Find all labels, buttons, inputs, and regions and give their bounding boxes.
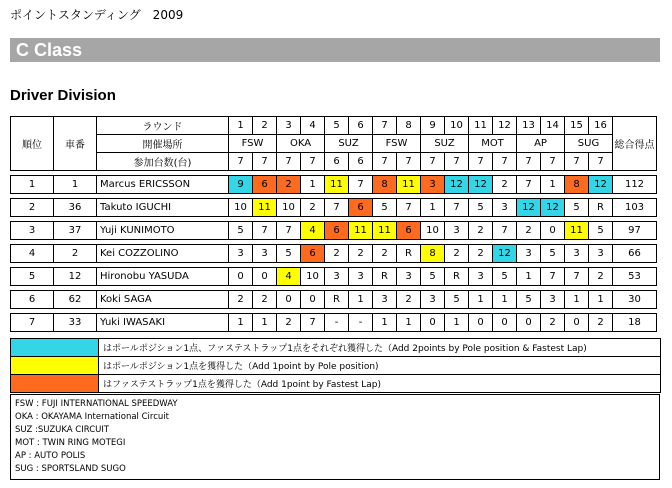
round-header-row (11, 117, 657, 135)
legend-row (11, 339, 661, 357)
round-points: 0 (421, 314, 445, 332)
round-points: 1 (349, 291, 373, 309)
round-points: 1 (253, 314, 277, 332)
round-points: 5 (589, 222, 613, 240)
round-points: 5 (373, 199, 397, 217)
round-points: 3 (517, 245, 541, 263)
entry-count: 7 (253, 153, 277, 171)
venue-abbreviation-line: FSW : FUJI INTERNATIONAL SPEEDWAY (15, 399, 178, 409)
round-points: 2 (517, 222, 541, 240)
venue-header-row (11, 135, 657, 153)
driver-row (11, 314, 657, 332)
driver-rank: 6 (11, 291, 54, 309)
driver-row (11, 199, 657, 217)
round-points: R (373, 268, 397, 286)
round-points: 3 (229, 245, 253, 263)
round-number: 14 (541, 117, 565, 135)
round-points: 2 (445, 245, 469, 263)
round-points: 11 (397, 176, 421, 194)
legend-table (10, 338, 661, 393)
round-number: 7 (373, 117, 397, 135)
round-points: 7 (445, 199, 469, 217)
round-number: 13 (517, 117, 541, 135)
standings-table (10, 116, 657, 332)
round-points: 2 (253, 291, 277, 309)
round-points: 7 (349, 176, 373, 194)
round-points: 2 (589, 314, 613, 332)
round-points: 11 (253, 199, 277, 217)
round-points: 2 (469, 222, 493, 240)
round-points: 5 (541, 245, 565, 263)
round-points: 1 (397, 314, 421, 332)
round-points: 4 (277, 268, 301, 286)
entry-count: 6 (349, 153, 373, 171)
round-points: 2 (325, 245, 349, 263)
venue-label: 開催場所 (97, 135, 229, 153)
entry-count: 7 (493, 153, 517, 171)
round-points: 2 (373, 245, 397, 263)
division-title: Driver Division (10, 87, 116, 104)
round-points: 10 (277, 199, 301, 217)
round-points: 12 (493, 245, 517, 263)
venue-name: SUZ (421, 135, 469, 153)
driver-name: Kei COZZOLINO (97, 245, 229, 263)
round-points: 1 (421, 199, 445, 217)
round-number: 12 (493, 117, 517, 135)
legend-color-swatch (11, 375, 99, 393)
rank-header: 順位 (11, 117, 54, 171)
legend-color-swatch (11, 357, 99, 375)
round-number: 10 (445, 117, 469, 135)
round-points: 1 (541, 176, 565, 194)
legend-description: はファステストラップ1点を獲得した（Add 1point by Fastest Lap) (99, 375, 661, 393)
round-points: 6 (325, 222, 349, 240)
round-points: 2 (541, 314, 565, 332)
venue-name: AP (517, 135, 565, 153)
round-points: 7 (517, 176, 541, 194)
driver-car-number: 12 (54, 268, 97, 286)
driver-name: Marcus ERICSSON (97, 176, 229, 194)
round-points: 4 (301, 222, 325, 240)
round-points: 10 (301, 268, 325, 286)
venue-abbreviations (10, 394, 660, 480)
round-points: 3 (421, 291, 445, 309)
round-points: 7 (253, 222, 277, 240)
venue-abbreviation-line: MOT : TWIN RING MOTEGI (15, 438, 126, 448)
round-number: 8 (397, 117, 421, 135)
venue-name: FSW (229, 135, 277, 153)
round-points: 6 (253, 176, 277, 194)
entry-count: 7 (565, 153, 589, 171)
entry-count: 7 (541, 153, 565, 171)
legend-color-swatch (11, 339, 99, 357)
round-points: 8 (421, 245, 445, 263)
round-points: 0 (541, 222, 565, 240)
driver-car-number: 62 (54, 291, 97, 309)
entry-count: 7 (589, 153, 613, 171)
round-points: 1 (229, 314, 253, 332)
venue-abbreviation-line: SUZ :SUZUKA CIRCUIT (15, 425, 110, 435)
entry-count: 6 (325, 153, 349, 171)
round-number: 11 (469, 117, 493, 135)
round-points: 0 (277, 291, 301, 309)
driver-total-points: 30 (613, 291, 657, 309)
round-number: 4 (301, 117, 325, 135)
round-points: 12 (469, 176, 493, 194)
driver-total-points: 103 (613, 199, 657, 217)
venue-name: OKA (277, 135, 325, 153)
round-points: - (325, 314, 349, 332)
round-points: 0 (253, 268, 277, 286)
round-number: 6 (349, 117, 373, 135)
round-points: 1 (301, 176, 325, 194)
round-number: 3 (277, 117, 301, 135)
page-title: ポイントスタンディング 2009 (10, 8, 184, 22)
round-points: 7 (493, 222, 517, 240)
driver-total-points: 53 (613, 268, 657, 286)
driver-name: Yuki IWASAKI (97, 314, 229, 332)
round-points: 2 (301, 199, 325, 217)
driver-car-number: 33 (54, 314, 97, 332)
round-points: 6 (349, 199, 373, 217)
driver-total-points: 97 (613, 222, 657, 240)
round-points: 0 (469, 314, 493, 332)
driver-rank: 4 (11, 245, 54, 263)
driver-rank: 7 (11, 314, 54, 332)
driver-total-points: 112 (613, 176, 657, 194)
driver-rank: 1 (11, 176, 54, 194)
entries-label: 参加台数(台) (97, 153, 229, 171)
venue-name: SUG (565, 135, 613, 153)
round-points: 7 (325, 199, 349, 217)
round-points: 0 (517, 314, 541, 332)
round-points: 0 (493, 314, 517, 332)
round-points: 2 (277, 314, 301, 332)
round-points: 3 (469, 268, 493, 286)
round-points: 1 (517, 268, 541, 286)
driver-car-number: 37 (54, 222, 97, 240)
round-points: 12 (589, 176, 613, 194)
driver-name: Takuto IGUCHI (97, 199, 229, 217)
round-points: R (325, 291, 349, 309)
round-points: 5 (229, 222, 253, 240)
round-points: 2 (493, 176, 517, 194)
round-points: 8 (565, 176, 589, 194)
round-points: 3 (421, 176, 445, 194)
round-points: 1 (493, 291, 517, 309)
round-points: - (349, 314, 373, 332)
round-number: 15 (565, 117, 589, 135)
round-points: 0 (565, 314, 589, 332)
round-points: 3 (565, 245, 589, 263)
driver-row (11, 268, 657, 286)
entries-header-row (11, 153, 657, 171)
round-points: 3 (397, 268, 421, 286)
round-points: 7 (541, 268, 565, 286)
round-points: 5 (469, 199, 493, 217)
venue-abbreviation-line: AP : AUTO POLIS (15, 451, 86, 461)
round-points: R (589, 199, 613, 217)
round-points: 12 (541, 199, 565, 217)
driver-rank: 5 (11, 268, 54, 286)
round-points: 3 (589, 245, 613, 263)
round-points: 7 (565, 268, 589, 286)
round-points: 7 (277, 222, 301, 240)
round-points: 2 (349, 245, 373, 263)
round-points: 5 (517, 291, 541, 309)
round-points: 5 (565, 199, 589, 217)
round-points: 1 (589, 291, 613, 309)
driver-row (11, 245, 657, 263)
round-number: 2 (253, 117, 277, 135)
round-points: 3 (349, 268, 373, 286)
round-number: 1 (229, 117, 253, 135)
round-label: ラウンド (97, 117, 229, 135)
class-title-bar: C Class (10, 38, 660, 62)
entry-count: 7 (469, 153, 493, 171)
round-points: 9 (229, 176, 253, 194)
round-points: 10 (229, 199, 253, 217)
entry-count: 7 (517, 153, 541, 171)
round-points: 12 (517, 199, 541, 217)
driver-total-points: 18 (613, 314, 657, 332)
round-points: 12 (445, 176, 469, 194)
round-points: 6 (397, 222, 421, 240)
round-points: 6 (301, 245, 325, 263)
entry-count: 7 (421, 153, 445, 171)
venue-name: SUZ (325, 135, 373, 153)
round-points: 5 (493, 268, 517, 286)
round-points: 1 (445, 314, 469, 332)
round-points: 5 (277, 245, 301, 263)
round-points: 10 (421, 222, 445, 240)
driver-car-number: 2 (54, 245, 97, 263)
round-points: 5 (421, 268, 445, 286)
round-number: 9 (421, 117, 445, 135)
legend-row (11, 357, 661, 375)
driver-rank: 3 (11, 222, 54, 240)
legend-description: はポールポジション1点を獲得した（Add 1point by Pole position) (99, 357, 661, 375)
round-points: 1 (373, 314, 397, 332)
round-points: 2 (229, 291, 253, 309)
venue-name: FSW (373, 135, 421, 153)
round-points: 3 (493, 199, 517, 217)
driver-row (11, 176, 657, 194)
round-points: 1 (469, 291, 493, 309)
driver-name: Hironobu YASUDA (97, 268, 229, 286)
round-points: 3 (541, 291, 565, 309)
legend-description: はポールポジション1点、ファステストラップ1点をそれぞれ獲得した（Add 2points by Pole position & Fastest Lap) (99, 339, 661, 357)
round-points: 3 (325, 268, 349, 286)
driver-row (11, 222, 657, 240)
venue-name: MOT (469, 135, 517, 153)
round-points: 7 (397, 199, 421, 217)
legend-row (11, 375, 661, 393)
round-points: 11 (565, 222, 589, 240)
driver-car-number: 36 (54, 199, 97, 217)
round-points: 3 (253, 245, 277, 263)
round-number: 5 (325, 117, 349, 135)
entry-count: 7 (229, 153, 253, 171)
round-points: R (445, 268, 469, 286)
driver-total-points: 66 (613, 245, 657, 263)
entry-count: 7 (373, 153, 397, 171)
round-points: 3 (445, 222, 469, 240)
round-points: 11 (325, 176, 349, 194)
round-points: 2 (277, 176, 301, 194)
round-points: 2 (397, 291, 421, 309)
driver-rank: 2 (11, 199, 54, 217)
venue-abbreviation-line: OKA : OKAYAMA International Circuit (15, 412, 169, 422)
round-points: 8 (373, 176, 397, 194)
driver-row (11, 291, 657, 309)
venue-abbreviation-line: SUG : SPORTSLAND SUGO (15, 464, 126, 474)
car-number-header: 車番 (54, 117, 97, 171)
round-points: 0 (301, 291, 325, 309)
round-points: 7 (301, 314, 325, 332)
round-number: 16 (589, 117, 613, 135)
round-points: 3 (373, 291, 397, 309)
round-points: 5 (445, 291, 469, 309)
round-points: 11 (349, 222, 373, 240)
entry-count: 7 (277, 153, 301, 171)
driver-name: Koki SAGA (97, 291, 229, 309)
total-points-header: 総合得点 (613, 117, 657, 171)
entry-count: 7 (397, 153, 421, 171)
round-points: 1 (565, 291, 589, 309)
round-points: 2 (589, 268, 613, 286)
driver-car-number: 1 (54, 176, 97, 194)
entry-count: 7 (301, 153, 325, 171)
entry-count: 7 (445, 153, 469, 171)
round-points: R (397, 245, 421, 263)
round-points: 0 (229, 268, 253, 286)
round-points: 11 (373, 222, 397, 240)
round-points: 2 (469, 245, 493, 263)
driver-name: Yuji KUNIMOTO (97, 222, 229, 240)
